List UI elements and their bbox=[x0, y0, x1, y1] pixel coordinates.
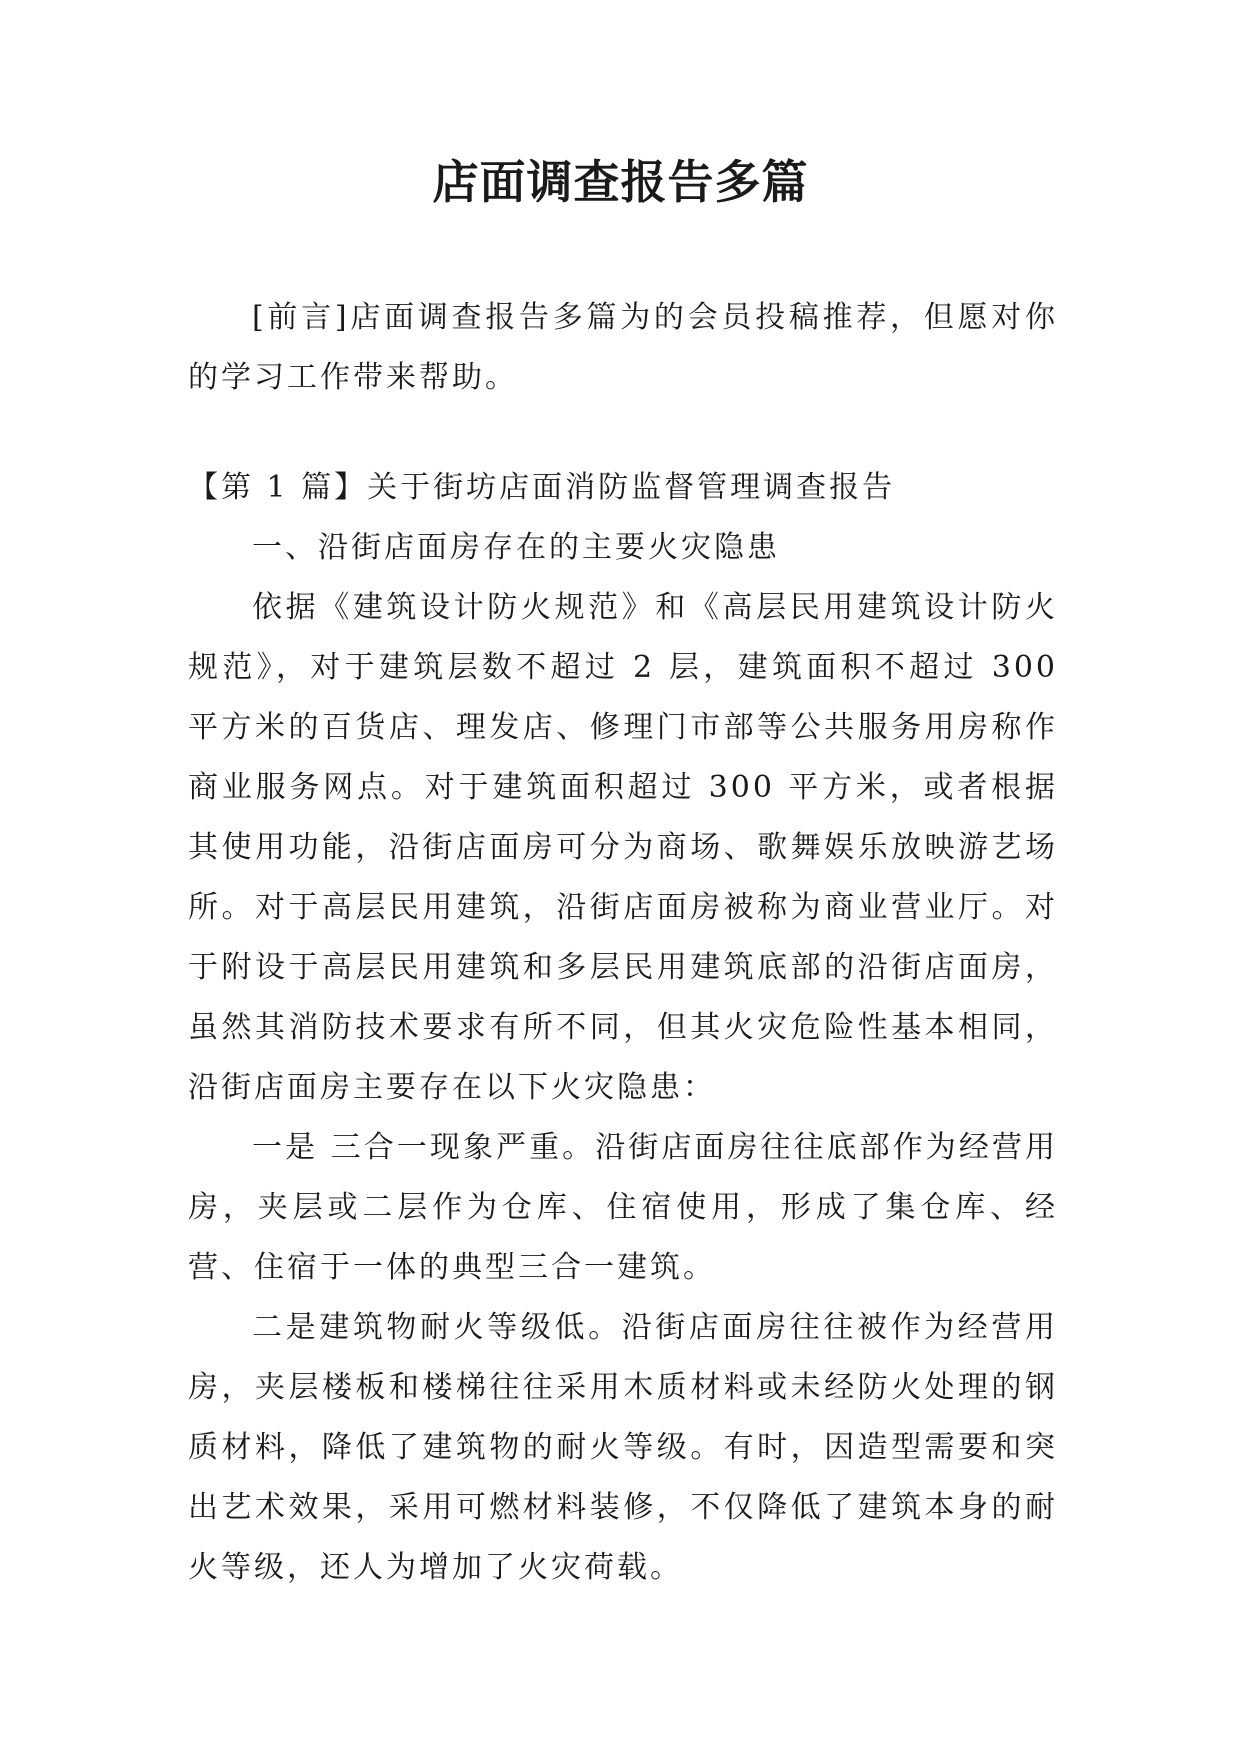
document-title: 店面调查报告多篇 bbox=[432, 155, 809, 209]
article-heading: 【第 1 篇】关于街坊店面消防监督管理调查报告 bbox=[188, 470, 896, 505]
article-section bbox=[188, 458, 1058, 1598]
body-paragraph: 依据《建筑设计防火规范》和《高层民用建筑设计防火规范》，对于建筑层数不超过 2 层，建筑面积不超过 300 平方米的百货店、理发店、修理门市部等公共服务用房称作商业服务网点。对于建筑面积超过 300 平方米，或者根据其使用功能，沿街店面房可分为商场、歌舞娱乐放映游艺场所。对于高层民用建筑，沿街店面房被称为商业营业厅。对于附设于高层民用建筑和多层民用建筑底部的沿街店面房，虽然其消防技术要求有所不同，但其火灾危险性基本相同，沿街店面房主要存在以下火灾隐患： bbox=[188, 590, 1058, 1105]
section-heading: 一、沿街店面房存在的主要火灾隐患 bbox=[252, 530, 780, 565]
preface-paragraph: [前言]店面调查报告多篇为的会员投稿推荐，但愿对你的学习工作带来帮助。 bbox=[188, 300, 1058, 395]
body-paragraph: 二是建筑物耐火等级低。沿街店面房往往被作为经营用房，夹层楼板和楼梯往往采用木质材料或未经防火处理的钢质材料，降低了建筑物的耐火等级。有时，因造型需要和突出艺术效果，采用可燃材料装修，不仅降低了建筑本身的耐火等级，还人为增加了火灾荷载。 bbox=[188, 1310, 1058, 1585]
body-paragraph: 一是 三合一现象严重。沿街店面房往往底部作为经营用房，夹层或二层作为仓库、住宿使用，形成了集仓库、经营、住宿于一体的典型三合一建筑。 bbox=[188, 1130, 1058, 1285]
